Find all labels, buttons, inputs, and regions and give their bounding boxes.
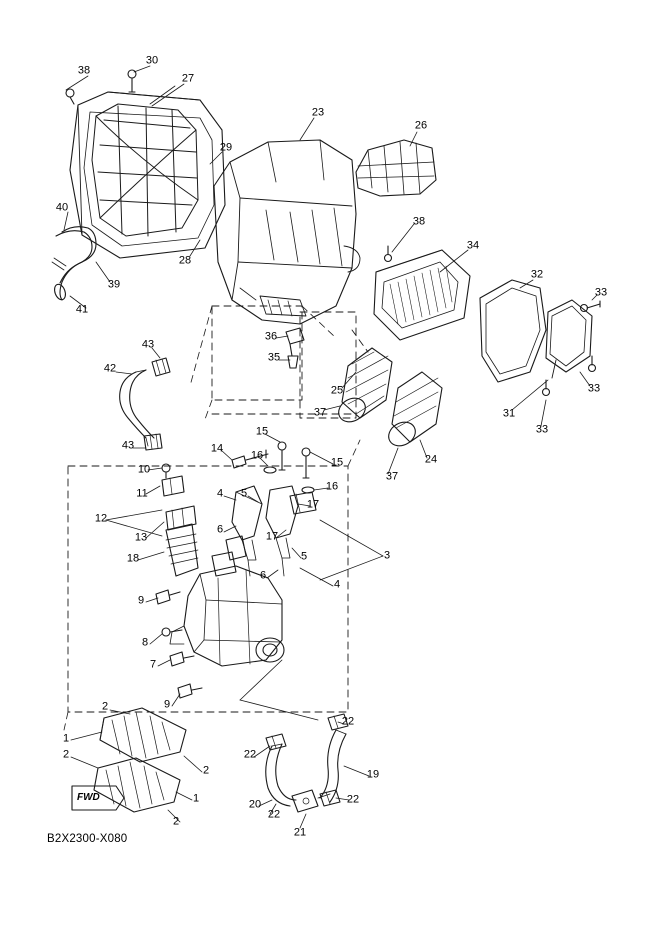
cover-screw-33-top <box>581 301 601 312</box>
callout-number: 2 <box>172 815 180 828</box>
callout-number: 38 <box>77 64 91 77</box>
callout-number: 20 <box>248 798 262 811</box>
callout-number: 43 <box>141 338 155 351</box>
callout-number: 3 <box>383 549 391 562</box>
callout-number: 32 <box>530 268 544 281</box>
callout-number: 19 <box>366 768 380 781</box>
callout-number: 42 <box>103 362 117 375</box>
air-duct-26 <box>356 140 436 196</box>
callout-number: 27 <box>181 72 195 85</box>
callout-number: 22 <box>267 808 281 821</box>
callout-number: 17 <box>306 498 320 511</box>
callout-number: 22 <box>243 748 257 761</box>
ventilation-hose-42 <box>120 370 154 446</box>
clip-9-lower <box>178 684 202 698</box>
bolt-15-lower <box>302 448 310 478</box>
cover-fastener-30 <box>128 70 136 92</box>
callout-number: 14 <box>210 442 224 455</box>
hose-clip-22-left <box>266 734 286 750</box>
callout-number: 2 <box>101 700 109 713</box>
drain-plug-36 <box>286 328 304 368</box>
part-code-label: B2X2300-X080 <box>47 833 128 845</box>
cap-11 <box>162 476 184 496</box>
intake-manifold-joint-lower <box>94 758 180 812</box>
callout-number: 16 <box>325 480 339 493</box>
throttle-body-assembly <box>170 536 284 666</box>
callout-number: 17 <box>265 530 279 543</box>
callout-number: 26 <box>414 119 428 132</box>
case-frame-grille <box>92 104 198 236</box>
callout-number: 40 <box>55 201 69 214</box>
callout-leaders <box>64 66 597 828</box>
callout-number: 5 <box>240 487 248 500</box>
callout-number: 2 <box>202 764 210 777</box>
cover-fastener-38-left <box>66 89 74 104</box>
cover-screw-33-right <box>589 356 596 372</box>
air-cleaner-case-main <box>214 140 360 324</box>
callout-number: 33 <box>535 423 549 436</box>
callout-number: 4 <box>216 487 224 500</box>
screw-8 <box>162 628 182 636</box>
callout-number: 33 <box>587 382 601 395</box>
cover-screw-33-bottom <box>543 380 550 396</box>
callout-number: 12 <box>94 512 108 525</box>
callout-number: 22 <box>341 715 355 728</box>
intake-joint-24 <box>384 372 442 451</box>
callout-number: 6 <box>216 523 224 536</box>
callout-number: 22 <box>346 793 360 806</box>
screw-7 <box>170 652 194 666</box>
callout-number: 33 <box>594 286 608 299</box>
callout-number: 35 <box>267 351 281 364</box>
callout-number: 43 <box>121 439 135 452</box>
callout-number: 24 <box>424 453 438 466</box>
callout-number: 36 <box>264 330 278 343</box>
callout-number: 18 <box>126 552 140 565</box>
resonator-cover-32 <box>480 280 546 382</box>
callout-number: 6 <box>259 569 267 582</box>
callout-number: 10 <box>137 463 151 476</box>
callout-number: 34 <box>466 239 480 252</box>
callout-number: 16 <box>250 449 264 462</box>
callout-number: 39 <box>107 278 121 291</box>
callout-number: 8 <box>141 636 149 649</box>
callout-number: 2 <box>62 748 70 761</box>
callout-number: 29 <box>219 141 233 154</box>
callout-number: 31 <box>502 407 516 420</box>
hose-clamp-43-upper <box>152 358 170 376</box>
intake-manifold-joint-upper <box>100 708 186 762</box>
callout-number: 30 <box>145 54 159 67</box>
callout-number: 41 <box>75 303 89 316</box>
callout-number: 38 <box>412 215 426 228</box>
intake-joint-18 <box>166 524 198 576</box>
callout-number: 11 <box>136 487 148 500</box>
callout-number: 15 <box>255 425 269 438</box>
callout-number: 4 <box>333 578 341 591</box>
fuel-injector-left <box>232 486 262 576</box>
callout-number: 1 <box>192 792 200 805</box>
callout-number: 9 <box>137 594 145 607</box>
case-fastener-38-right <box>385 246 392 262</box>
breather-hose-assembly <box>52 227 96 302</box>
fwd-label: FWD <box>77 792 100 803</box>
callout-number: 15 <box>330 456 344 469</box>
clip-9-upper <box>156 590 180 604</box>
callout-number: 37 <box>313 406 327 419</box>
callout-number: 25 <box>330 384 344 397</box>
callout-number: 1 <box>62 732 70 745</box>
callout-number: 9 <box>163 698 171 711</box>
washer-16-a <box>264 467 276 473</box>
air-filter-element-34 <box>374 250 470 340</box>
washer-16-b <box>302 487 314 493</box>
callout-number: 37 <box>385 470 399 483</box>
callout-number: 5 <box>300 550 308 563</box>
callout-number: 13 <box>134 531 148 544</box>
callout-number: 21 <box>293 826 307 839</box>
callout-number: 7 <box>149 658 157 671</box>
callout-number: 23 <box>311 106 325 119</box>
callout-number: 28 <box>178 254 192 267</box>
fuel-pipe-20 <box>266 744 296 806</box>
